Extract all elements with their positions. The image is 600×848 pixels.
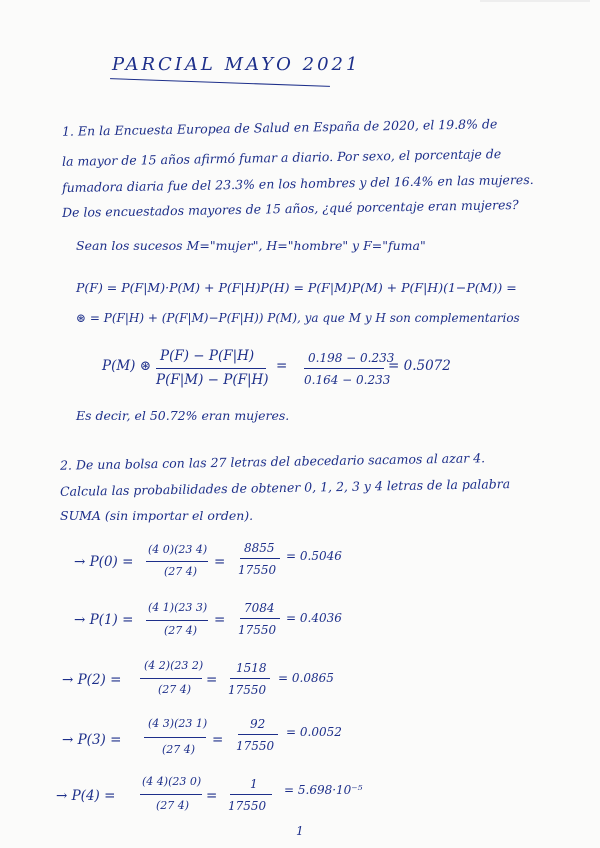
q2-p3-denominator: (27 4) (162, 743, 196, 756)
q2-p0-numerator: (4 0)(23 4) (148, 543, 208, 556)
scan-artifact (480, 0, 590, 2)
q2-p3-num-value: 92 (250, 717, 266, 731)
q1-pm-denominator-values: 0.164 − 0.233 (304, 373, 391, 387)
q1-events: Sean los sucesos M="mujer", H="hombre" y F="fuma" (76, 238, 426, 253)
q2-p1-den-value: 17550 (238, 623, 277, 637)
q2-p3-numerator: (4 3)(23 1) (148, 717, 208, 730)
q2-p3-result: = 0.0052 (286, 725, 342, 739)
q1-pm-fraction-bar-2 (304, 368, 384, 369)
q2-p4-equals: = (206, 788, 218, 804)
title-underline (110, 78, 330, 87)
q2-p2-bar (140, 678, 202, 679)
q2-p4-bar-2 (230, 794, 272, 795)
q2-p2-den-value: 17550 (228, 683, 267, 697)
page-number: 1 (296, 824, 304, 838)
q1-pm-result: = 0.5072 (388, 358, 451, 374)
q2-p3-bar (144, 737, 206, 738)
q2-p3-den-value: 17550 (236, 739, 275, 753)
q2-p1-bar-2 (240, 618, 280, 619)
q2-p2-numerator: (4 2)(23 2) (144, 659, 204, 672)
q2-p1-num-value: 7084 (244, 601, 275, 615)
q2-p4-label: → P(4) = (56, 788, 116, 804)
q2-p0-result: = 0.5046 (286, 549, 342, 563)
q2-line-2: Calcula las probabilidades de obtener 0, 1, 2, 3 y 4 letras de la palabra (59, 476, 511, 499)
q1-pm-numerator: P(F) − P(F|H) (160, 348, 255, 364)
q2-line-3: SUMA (sin importar el orden). (60, 508, 254, 523)
q2-p4-den-value: 17550 (228, 799, 267, 813)
q2-p2-label: → P(2) = (62, 672, 122, 688)
q2-p2-equals: = (206, 672, 218, 688)
q1-pm-denominator: P(F|M) − P(F|H) (156, 372, 269, 388)
q1-line-4: De los encuestados mayores de 15 años, ¿qué porcentaje eran mujeres? (61, 197, 519, 220)
q1-pm-label: P(M) ⊛ (102, 358, 152, 374)
q2-p0-equals: = (214, 554, 226, 570)
q1-conclusion: Es decir, el 50.72% eran mujeres. (76, 408, 290, 423)
q2-p3-equals: = (212, 732, 224, 748)
q2-p0-label: → P(0) = (74, 554, 134, 570)
q2-p1-numerator: (4 1)(23 3) (148, 601, 208, 614)
q2-p4-result: = 5.698·10⁻⁵ (284, 783, 363, 797)
q1-line-1: 1. En la Encuesta Europea de Salud en España de 2020, el 19.8% de (61, 116, 498, 139)
q2-p1-denominator: (27 4) (164, 624, 198, 637)
q1-equation-2: ⊛ = P(F|H) + (P(F|M)−P(F|H)) P(M), ya que M y H son complementarios (76, 311, 520, 325)
q1-pm-numerator-values: 0.198 − 0.233 (308, 351, 395, 365)
q1-line-3: fumadora diaria fue del 23.3% en los hombres y del 16.4% en las mujeres. (61, 171, 534, 196)
q1-equals: = (276, 358, 288, 374)
q1-line-2: la mayor de 15 años afirmó fumar a diario. Por sexo, el porcentaje de (61, 146, 502, 169)
q2-p3-label: → P(3) = (62, 732, 122, 748)
q2-p4-numerator: (4 4)(23 0) (142, 775, 202, 788)
q2-p3-bar-2 (238, 734, 278, 735)
q2-p4-denominator: (27 4) (156, 799, 190, 812)
q2-line-1: 2. De una bolsa con las 27 letras del abecedario sacamos al azar 4. (59, 450, 486, 473)
q2-p0-bar (146, 561, 208, 562)
q2-p4-num-value: 1 (250, 777, 258, 791)
q2-p2-result: = 0.0865 (278, 671, 334, 685)
q2-p2-denominator: (27 4) (158, 683, 192, 696)
q2-p0-num-value: 8855 (244, 541, 275, 555)
q1-pm-fraction-bar (156, 368, 266, 369)
q2-p0-denominator: (27 4) (164, 565, 198, 578)
q2-p4-bar (140, 794, 202, 795)
q1-equation-1: P(F) = P(F|M)·P(M) + P(F|H)P(H) = P(F|M)P(M) + P(F|H)(1−P(M)) = (76, 280, 517, 295)
q2-p2-bar-2 (230, 678, 270, 679)
page-title: PARCIAL MAYO 2021 (112, 54, 361, 75)
q2-p1-equals: = (214, 612, 226, 628)
q2-p0-bar-2 (240, 558, 280, 559)
q2-p1-bar (146, 620, 208, 621)
q2-p1-label: → P(1) = (74, 612, 134, 628)
q2-p2-num-value: 1518 (236, 661, 267, 675)
q2-p1-result: = 0.4036 (286, 611, 342, 625)
q2-p0-den-value: 17550 (238, 563, 277, 577)
